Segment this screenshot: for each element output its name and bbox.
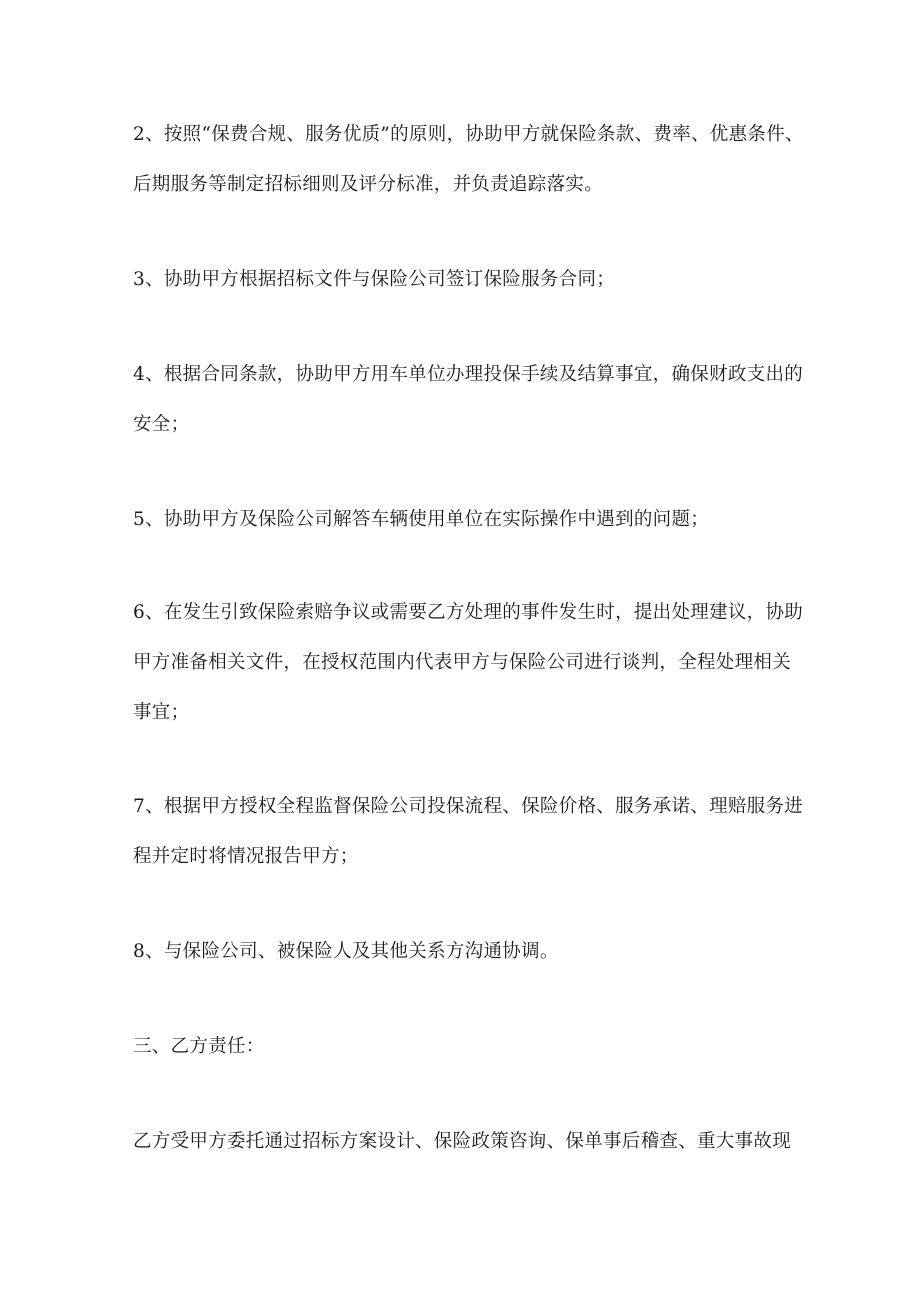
text-line: 甲方准备相关文件，在授权范围内代表甲方与保险公司进行谈判，全程处理相关	[133, 652, 792, 673]
list-item-7	[133, 782, 823, 882]
text-line: 2、按照“保费合规、服务优质”的原则，协助甲方就保险条款、费率、优惠条件、	[133, 124, 804, 145]
list-item-6	[133, 588, 823, 738]
text-line: 7、根据甲方授权全程监督保险公司投保流程、保险价格、服务承诺、理赔服务进	[133, 796, 804, 817]
list-item-5	[133, 495, 823, 545]
text-line: 程并定时将情况报告甲方；	[133, 846, 359, 867]
text-line: 8、与保险公司、被保险人及其他关系方沟通协调。	[133, 941, 559, 962]
text-line: 安全；	[133, 414, 190, 435]
text-line: 事宜；	[133, 702, 190, 723]
text-line: 后期服务等制定招标细则及评分标准，并负责追踪落实。	[133, 174, 604, 195]
list-item-4	[133, 350, 823, 450]
text-line: 4、根据合同条款，协助甲方用车单位办理投保手续及结算事宜，确保财政支出的	[133, 364, 804, 385]
list-item-8	[133, 927, 823, 977]
text-line: 乙方受甲方委托通过招标方案设计、保险政策咨询、保单事后稽查、重大事故现	[133, 1131, 792, 1152]
list-item-3	[133, 255, 823, 305]
section-title: 三、乙方责任：	[133, 1036, 265, 1057]
text-line: 3、协助甲方根据招标文件与保险公司签订保险服务合同；	[133, 269, 616, 290]
section-body	[133, 1117, 823, 1167]
list-item-2	[133, 110, 823, 210]
text-line: 5、协助甲方及保险公司解答车辆使用单位在实际操作中遇到的问题；	[133, 509, 710, 530]
text-line: 6、在发生引致保险索赔争议或需要乙方处理的事件发生时，提出处理建议，协助	[133, 602, 804, 623]
section-heading	[133, 1022, 823, 1072]
